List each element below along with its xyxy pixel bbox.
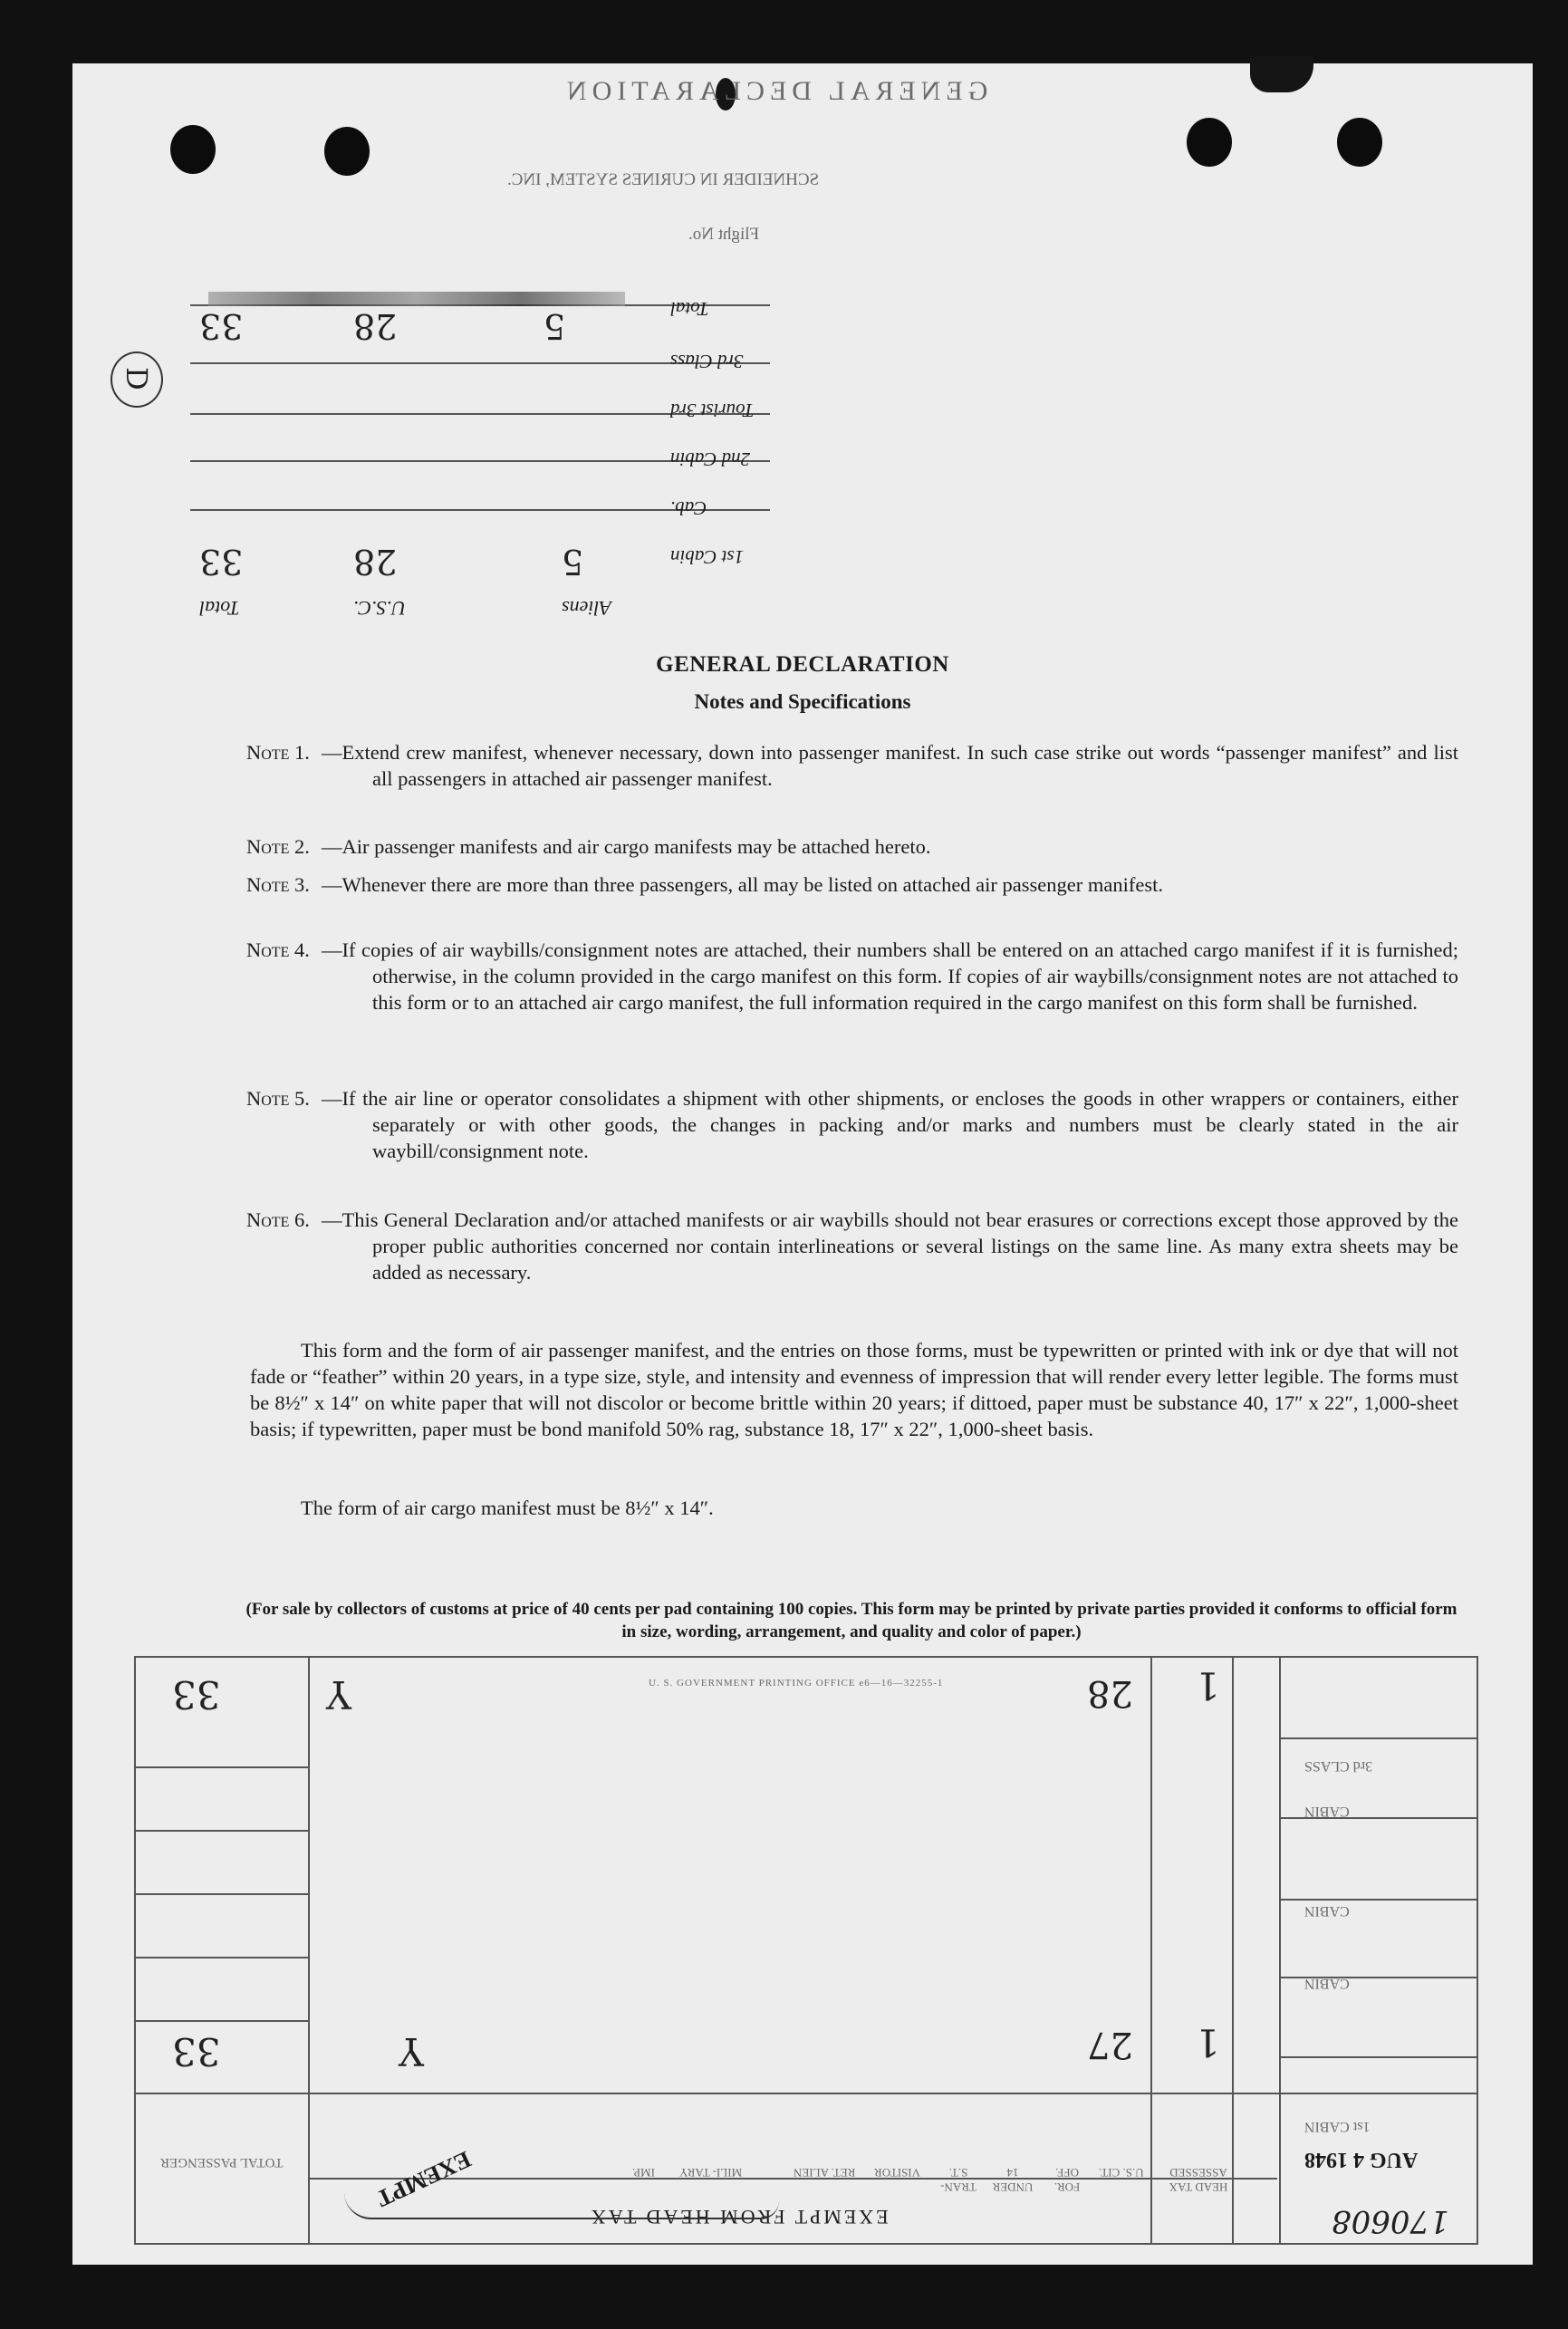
punch-hole (324, 127, 370, 176)
table-row-line (136, 2020, 308, 2022)
row-label: CABIN (1304, 1976, 1350, 1991)
note-label: Note 4. (246, 938, 310, 961)
row-label: CABIN (1304, 1903, 1350, 1919)
column-header: VISITOR (874, 2166, 921, 2180)
note-3 (246, 871, 1458, 898)
note-2 (246, 833, 1458, 860)
top-row-count: 1 (1196, 1663, 1220, 1708)
row-label-cab: Cab. (670, 497, 707, 519)
mirror-airline: SCHNEIDER IN CURINES SYSTEM, INC. (507, 170, 820, 189)
top-row-mark: Y (326, 1672, 351, 1717)
mirror-flight: Flight No. (688, 225, 760, 244)
circle-mark: D (111, 351, 163, 408)
note-label: Note 6. (246, 1208, 310, 1231)
declaration-title: GENERAL DECLARATION (656, 652, 949, 677)
column-header: TOTAL PASSENGER (160, 2155, 284, 2170)
smudge (208, 292, 625, 306)
column-header: TRAN- S.T. (940, 2166, 976, 2194)
cargo-manifest-line: The form of air cargo manifest must be 8½″ x 14″. (301, 1497, 714, 1519)
table-row-line (1279, 1737, 1477, 1739)
exempt-line: EXEMPT FROM HEAD TAX (589, 2206, 889, 2228)
table-row-line (136, 1957, 308, 1958)
mirror-title: GENERAL DECLARATION (562, 76, 988, 106)
note-label: Note 2. (246, 835, 310, 858)
bottom-row-count: 1 (1196, 2020, 1220, 2064)
exempt-stamp: EXEMPT (372, 2145, 476, 2213)
table-row-line (1279, 1899, 1477, 1901)
bottom-row-usc: 27 (1087, 2024, 1133, 2065)
row-label: 1st CABIN (1304, 2119, 1371, 2134)
table-row-line (136, 1893, 308, 1895)
note-text: —This General Declaration and/or attached manifests or air waybills should not bear erasures or corrections except those approved by the proper public authorities concerned nor contain interlineations or several listings on the same line. As many extra sheets may be added as necessary. (322, 1208, 1458, 1284)
row-label-tourist: Tourist 3rd (670, 399, 755, 421)
table-divider (1232, 1658, 1234, 2243)
column-header: RET. ALIEN (793, 2166, 856, 2180)
table-header-line (136, 2093, 1477, 2094)
note-1 (246, 739, 1458, 792)
row-label-1st: 1st Cabin (670, 546, 745, 568)
row-label-3rd: 3rd Class (670, 351, 744, 372)
note-text: —Extend crew manifest, whenever necessary, down into passenger manifest. In such case strike out words “passenger manifest” and list all passengers in attached air passenger manifest. (322, 741, 1458, 790)
column-header: HEAD TAX ASSESSED (1169, 2166, 1228, 2194)
bottom-row-mark: Y (399, 2029, 424, 2074)
row-label-total: Total (670, 298, 709, 320)
table-row-line (136, 1830, 308, 1832)
column-header: MILI- TARY (679, 2166, 743, 2180)
table-row-line (136, 1766, 308, 1768)
note-label: Note 3. (246, 873, 310, 896)
note-text: —Air passenger manifests and air cargo manifests may be attached hereto. (322, 835, 931, 858)
torn-edge-mark (1250, 56, 1313, 92)
table-divider (1279, 1658, 1281, 2243)
note-6 (246, 1207, 1458, 1285)
column-header: U.S. CIT. (1099, 2166, 1144, 2180)
row-label-2nd: 2nd Cabin (670, 448, 751, 470)
note-text: —Whenever there are more than three passengers, all may be listed on attached air passenger manifest. (322, 873, 1163, 896)
column-header: IMP. (631, 2166, 655, 2180)
gpo-line: U. S. GOVERNMENT PRINTING OFFICE e6—16—32255-1 (649, 1678, 944, 1689)
top-row-total: 33 (172, 1672, 221, 1717)
note-label: Note 1. (246, 741, 310, 764)
table-divider (1150, 1658, 1152, 2243)
row-label: 3rd CLASS (1304, 1758, 1373, 1774)
column-header: FOR. OFF. (1053, 2166, 1081, 2194)
declaration-subtitle: Notes and Specifications (694, 690, 911, 713)
punch-hole (1337, 118, 1382, 167)
column-header: UNDER 14 (992, 2166, 1034, 2194)
table-divider (308, 1658, 310, 2243)
top-row-usc: 28 (1087, 1672, 1133, 1714)
document-page: GENERAL DECLARATION SCHNEIDER IN CURINES SYSTEM, INC. Flight No. D Total 3rd Class Tourist 3rd 2nd Cabin Cab. 1st Cabin 33 28 5 33 28 5 Total U.S.C. Aliens GENERAL DECLARATION Notes and Specifications Note 1. —Extend crew manifest, whenever necessary, down into passenger manifest. In such case strike out words “passenger manifest” and list all passengers in attached air passenger manifest. Note 2. —Air passenger manifests and air cargo manifests may be attached hereto. Note 3. —Whenever there are more than three passengers, all may be listed on attached air passenger manifest. Note 4. —If copies of air waybills/consignment notes are attached, their numbers shall be entered on an attached cargo manifest if it is furnished; otherwise, in the column provided in the cargo manifest on this form. If copies of air waybills/consignment notes are not attached to this form or to an attached air cargo manifest, the full information required in the cargo manifest on this form shall be furnished. Note 5. —If the air line or operator consolidates a shipment with other shipments, or encloses the goods in other wrappers or containers, either separately or with other goods, the changes in packing and/or marks and numbers must be clearly stated in the air waybill/consignment note. Note 6. —This General Declaration and/or attached manifests or air waybills should not bear erasures or corrections except those approved by the proper public authorities concerned nor contain interlineations or several listings on the same line. As many extra sheets may be added as necessary. This form and the form of air passenger manifest, and the entries on those forms, must be typewritten or printed with ink or dye that will not fade or “feather” within 20 years, in a type size, style, and intensity and evenness of impression that will render every letter legible. The forms must be 8½″ x 14″ on white paper that will not discolor or become brittle within 20 years; if dittoed, paper must be substance 40, 17″ x 22″, 1,000-sheet basis; if typewritten, paper must be bond manifold 50% rag, substance 18, 17″ x 22″, 1,000-sheet basis. The form of air cargo manifest must be 8½″ x 14″. (For sale by collectors of customs at price of 40 cents per pad containing 100 copies. This form may be printed by private parties provided it conforms to official form in size, wording, arrangement, and quality and color of paper.) U. S. GOVERNMENT PRINTING OFFICE e6—16—32255-1 33 Y 28 1 33 Y 27 1 3rd CLASS CABIN CABIN CABIN 1st CABIN HEAD TAX ASSESSED U.S. CIT. FOR. OFF. UNDER 14 TRAN- S.T. VISITOR RET. ALIEN MILI- TARY IMP. TOTAL PASSENGER AUG 4 1948 EXEMPT EXEMPT FROM HEAD TAX 170608 (72, 63, 1533, 2265)
table-row-line (1279, 2056, 1477, 2058)
date-stamp: AUG 4 1948 (1304, 2148, 1419, 2171)
signature-scrawl (344, 2192, 779, 2219)
note-text: —If copies of air waybills/consignment notes are attached, their numbers shall be entered on an attached cargo manifest if it is furnished; otherwise, in the column provided in the cargo manifest on this form. If copies of air waybills/consignment notes are not attached to this form or to an attached air cargo manifest, the full information required in the cargo manifest on this form shall be furnished. (322, 938, 1458, 1014)
sale-note: (For sale by collectors of customs at price of 40 cents per pad containing 100 copies. This form may be printed by private parties provided it conforms to official form in size, wording, arrangement, and quality and color of paper.) (245, 1600, 1457, 1641)
note-5 (246, 1085, 1458, 1164)
bottom-row-total: 33 (172, 2029, 221, 2074)
passenger-table (134, 1656, 1478, 2245)
note-label: Note 5. (246, 1087, 310, 1110)
file-number: 170608 (1332, 2203, 1449, 2239)
punch-hole (170, 125, 216, 174)
specification-paragraph: This form and the form of air passenger manifest, and the entries on those forms, must be typewritten or printed with ink or dye that will not fade or “feather” within 20 years, in a type size, style, and intensity and evenness of impression that will render every letter legible. The forms must be 8½″ x 14″ on white paper that will not discolor or become brittle within 20 years; if dittoed, paper must be substance 40, 17″ x 22″, 1,000-sheet basis; if typewritten, paper must be bond manifold 50% rag, substance 18, 17″ x 22″, 1,000-sheet basis. (250, 1339, 1458, 1440)
note-4 (246, 937, 1458, 1015)
note-text: —If the air line or operator consolidates a shipment with other shipments, or encloses the goods in other wrappers or containers, either separately or with other goods, the changes in packing and/or marks and numbers must be clearly stated in the air waybill/consignment note. (322, 1087, 1458, 1162)
punch-hole (1187, 118, 1232, 167)
row-label: CABIN (1304, 1804, 1350, 1819)
first-cabin-values: 33 28 5 (199, 542, 584, 582)
total-row-values: 33 28 5 (199, 306, 566, 346)
